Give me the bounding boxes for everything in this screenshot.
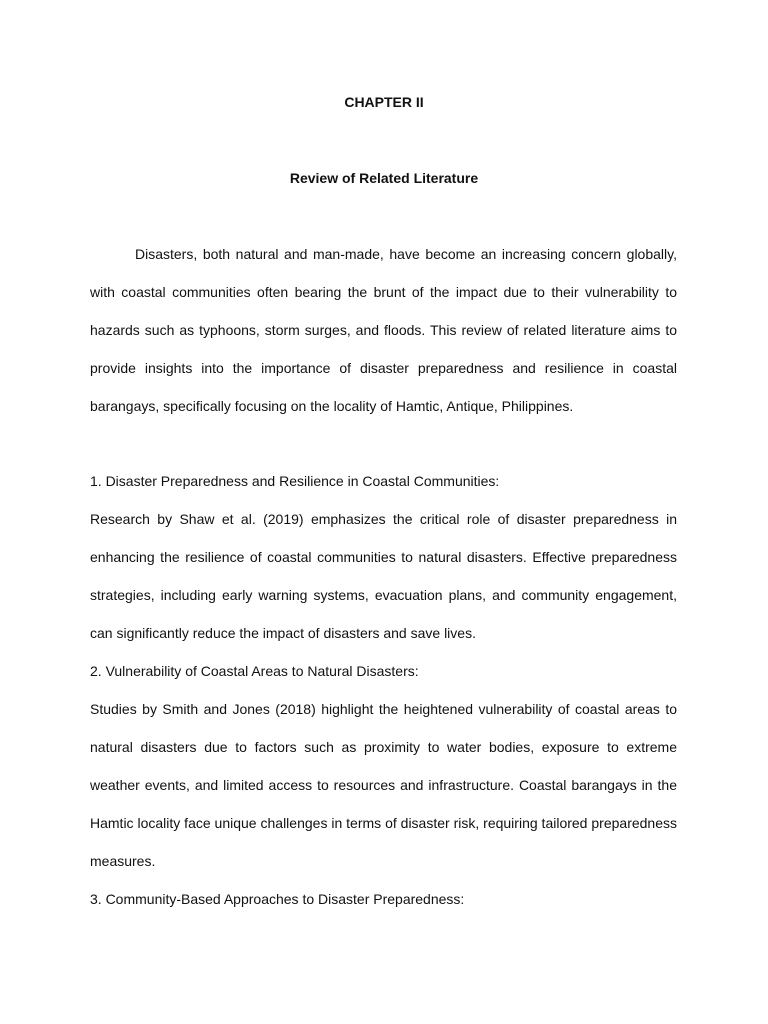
subsection-heading-3: 3. Community-Based Approaches to Disaster Preparedness: xyxy=(90,891,465,907)
subsection-heading-2: 2. Vulnerability of Coastal Areas to Natural Disasters: xyxy=(90,663,419,679)
section-title: Review of Related Literature xyxy=(289,170,479,186)
intro-paragraph: Disasters, both natural and man-made, have become an increasing concern globally, with coastal communities often bearing the brunt of the impact due to their vulnerability to hazards such as typhoons, storm surges, and floods. This review of related literature aims to provide insights into the importance of disaster preparedness and resilience in coastal barangays, specifically focusing on the locality of Hamtic, Antique, Philippines. xyxy=(90,246,677,414)
chapter-heading: CHAPTER II xyxy=(344,94,424,110)
subsection-heading-1: 1. Disaster Preparedness and Resilience in Coastal Communities: xyxy=(90,473,500,489)
subsection-paragraph-2: Studies by Smith and Jones (2018) highlight the heightened vulnerability of coastal areas to natural disasters due to factors such as proximity to water bodies, exposure to extreme weather events, and limited access to resources and infrastructure. Coastal barangays in the Hamtic locality face unique challenges in terms of disaster risk, requiring tailored preparedness measures. xyxy=(90,701,677,869)
subsection-paragraph-1: Research by Shaw et al. (2019) emphasizes the critical role of disaster preparedness in enhancing the resilience of coastal communities to natural disasters. Effective preparedness strategies, including early warning systems, evacuation plans, and community engagement, can significantly reduce the impact of disasters and save lives. xyxy=(90,511,677,641)
